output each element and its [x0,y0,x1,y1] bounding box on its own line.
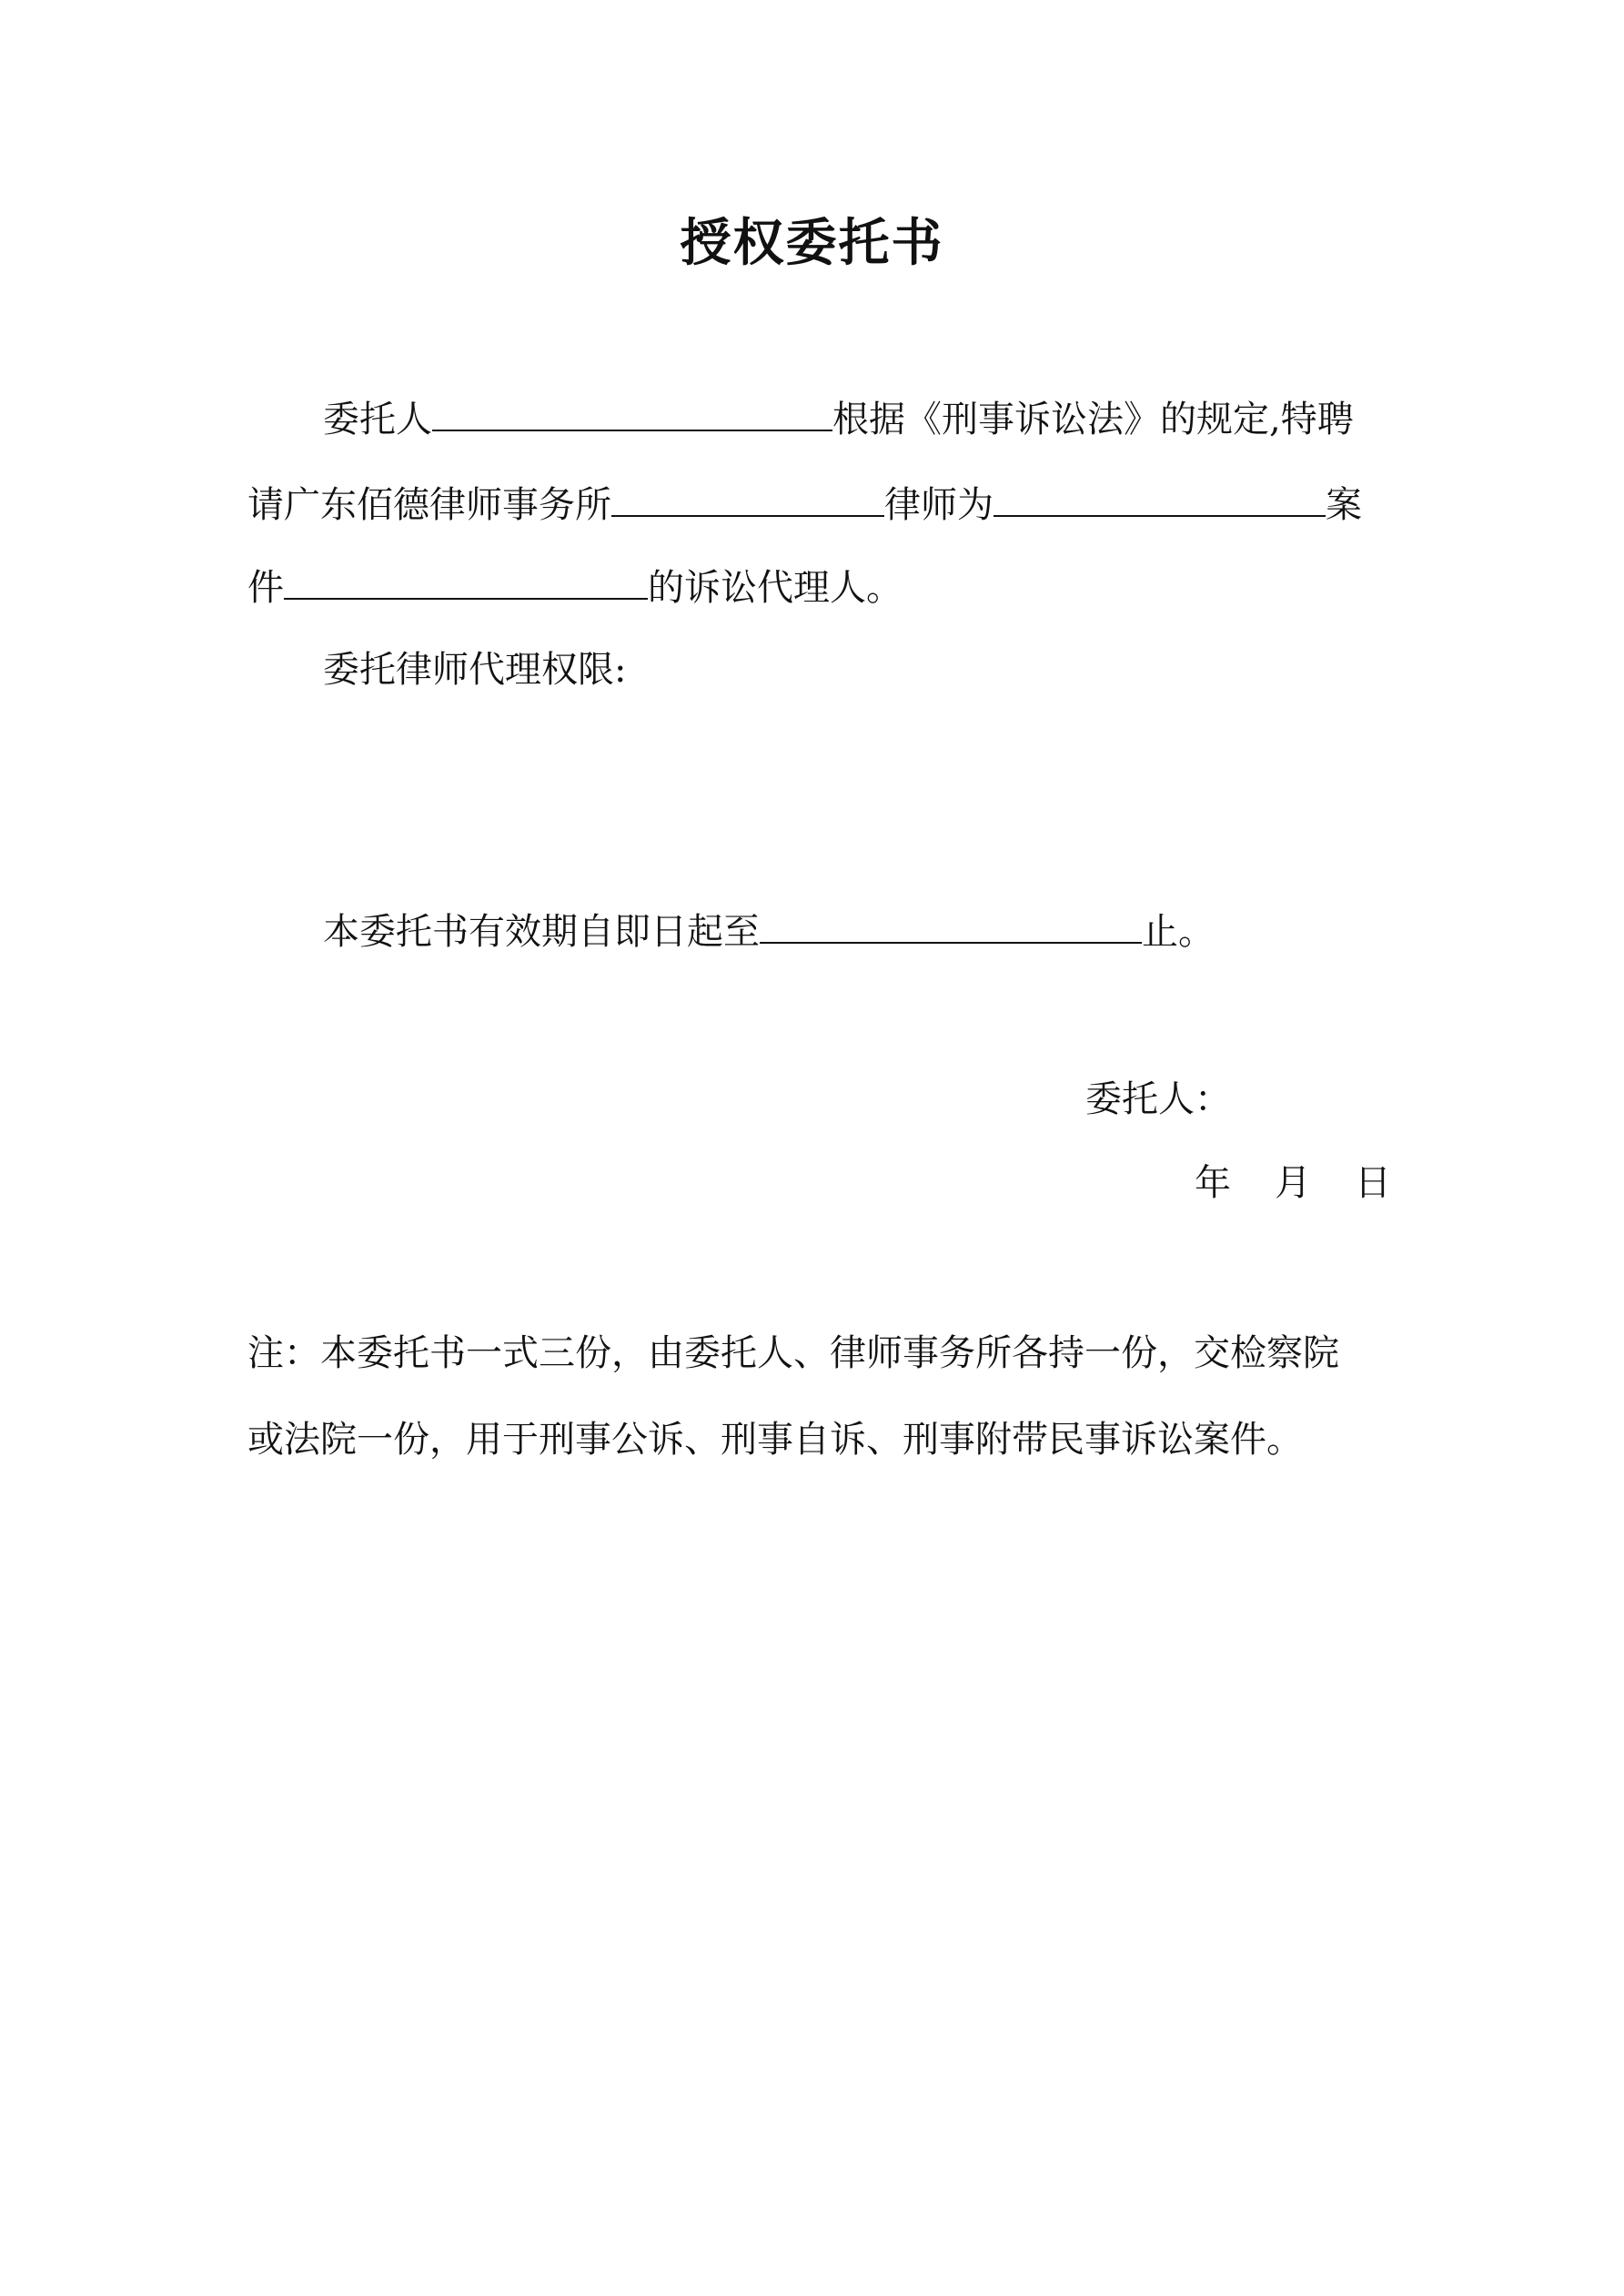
year-label: 年 [1195,1162,1231,1204]
case-continued-text: 件 [247,567,284,609]
month-label: 月 [1275,1162,1311,1204]
principal-label: 委托人 [323,399,432,440]
party-blank[interactable] [994,479,1326,517]
validity-line [323,905,1215,955]
principal-name-blank[interactable] [432,393,832,431]
note-line1: 注：本委托书一式三份，由委托人、律师事务所各持一份，交检察院 [247,1332,1339,1374]
validity-before-text: 本委托书有效期自即日起至 [323,911,760,953]
litigation-agent-text: 的诉讼代理人。 [648,567,903,609]
para1-line1 [323,393,1354,442]
validity-date-blank[interactable] [760,905,1142,944]
document-title: 授权委托书 [680,213,944,273]
note-line2: 或法院一份，用于刑事公诉、刑事自诉、刑事附带民事诉讼案件。 [247,1419,1303,1461]
day-label: 日 [1355,1162,1391,1204]
lawyer-as-text: 律师为 [884,484,994,526]
law-firm-text: 请广东佰德律师事务所 [247,484,611,526]
principal-signature-label: 委托人： [1085,1078,1231,1120]
lawyer-name-blank[interactable] [611,479,884,517]
para1-line2 [247,479,1362,528]
para1-line3 [247,561,903,611]
validity-after-text: 止。 [1142,911,1215,953]
case-name-blank[interactable] [284,561,648,600]
authority-label: 委托律师代理权限: [323,649,627,691]
date-line [1195,1160,1391,1206]
legal-basis-text: 根据《刑事诉讼法》的规定,特聘 [832,399,1354,440]
case-text: 案 [1326,484,1362,526]
